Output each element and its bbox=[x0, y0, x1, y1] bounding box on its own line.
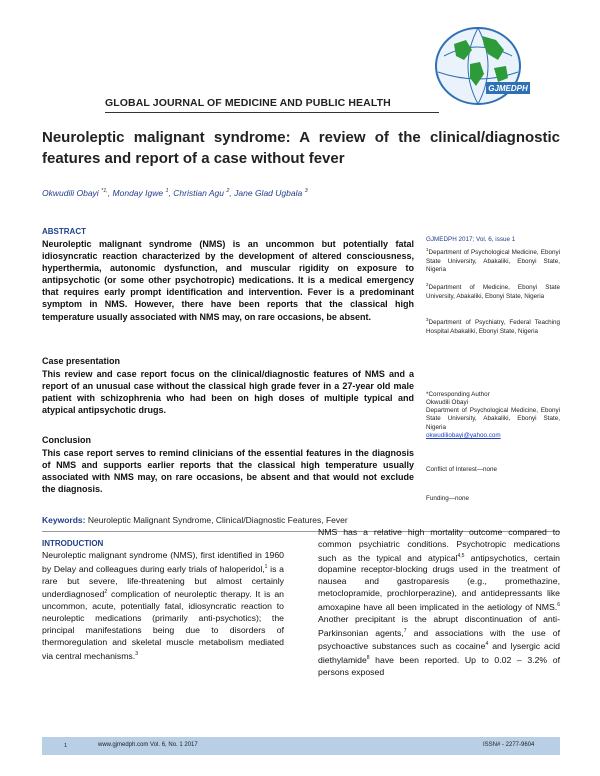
case-presentation-heading: Case presentation bbox=[42, 356, 121, 366]
conclusion-heading: Conclusion bbox=[42, 435, 91, 445]
keywords-label: Keywords: bbox=[42, 515, 86, 525]
logo-text: GJMEDPH bbox=[488, 84, 528, 93]
corresponding-author-affiliation: Department of Psychological Medicine, Ebonyi State University, Abakaliki, Ebonyi State, Nigeria bbox=[426, 407, 560, 431]
article-title: Neuroleptic malignant syndrome: A review of the clinical/diagnostic features and report of a case without fever bbox=[42, 129, 560, 167]
introduction-heading: INTRODUCTION bbox=[42, 539, 104, 548]
author-name: Jane Glad Ugbala bbox=[234, 188, 303, 198]
abstract-heading: ABSTRACT bbox=[42, 227, 86, 236]
footer-url[interactable]: www.gjmedph.com Vol. 6, No. 1 2017 bbox=[98, 742, 198, 748]
conflict-of-interest: Conflict of Interest—none bbox=[426, 466, 498, 473]
abstract-text: Neuroleptic malignant syndrome (NMS) is an uncommon but potentially fatal idiosyncratic reaction characterized by the development of altered consciousness, hyperthermia, autonomic dysfunction, and muscular rigidity on exposure to antipsychotic (or some other psychotropic) medications. It is a medical emergency that requires early prompt identification and intervention. Fever is a predominant symptom in NMS. However, there have been reports that the classical high temperature usually associated with NMS may, on rare occasions, be absent. bbox=[42, 239, 414, 322]
issue-info: GJMEDPH 2017; Vol. 6, issue 1 bbox=[426, 236, 516, 243]
header-divider bbox=[105, 112, 439, 113]
affiliation-3: $^3$Department of Psychiatry, Federal Teaching Hospital Abakaliki, Ebonyi State, Nigeria bbox=[426, 317, 560, 335]
intro-column-left: Neuroleptic malignant syndrome (NMS), first identified in 1960 by Delay and colleagues during early trials of haloperidol,$^1$ is a rare but severe, life-threatening but almost certainly underdiagnosed$^2$ complication of neuroleptic therapy. It is an uncommon, acute, potentially fatal, idiosyncratic reaction to neuroleptic medications (primarily anti-psychotics); the principal manifestations being due to disorders of thermoregulation and skeletal muscle metabolism mediated via central mechanisms.$^3$ bbox=[42, 550, 284, 661]
footer-issn: ISSN# - 2277-9604 bbox=[483, 742, 535, 748]
keywords bbox=[42, 515, 348, 525]
conclusion-text: This case report serves to remind clinicians of the essential features in the diagnosis of NMS and supports earlier reports that the classical high temperature usually associated with NMS may, on rare occasions, be absent and that would not exclude the diagnosis. bbox=[42, 448, 414, 495]
corresponding-author-name: Okwudili Obayi bbox=[426, 399, 468, 406]
author-name: Okwudili Obayi bbox=[42, 188, 99, 198]
author-name: Christian Agu bbox=[173, 188, 224, 198]
journal-logo bbox=[424, 20, 532, 116]
keywords-text: Neuroleptic Malignant Syndrome, Clinical/Diagnostic Features, Fever bbox=[87, 515, 348, 525]
affiliation-1: $^1$Department of Psychological Medicine, Ebonyi State University, Abakaliki, Ebonyi State, Nigeria bbox=[426, 247, 560, 273]
affiliation-2: $^2$Department of Medicine, Ebonyi State University, Abakaliki, Ebonyi State, Nigeria bbox=[426, 282, 560, 300]
author-name: Monday Igwe bbox=[112, 188, 164, 198]
author-list: Okwudili Obayi $^{*1,}$, Monday Igwe $^1$, Christian Agu $^2$, Jane Glad Ugbala $^3$ bbox=[42, 188, 308, 198]
case-presentation-text: This review and case report focus on the clinical/diagnostic features of NMS and a report of an unusual case without the classical high grade fever in a 27-year old male patient with schizophrenia who had been on high doses of multiple typical and atypical antipsychotic drugs. bbox=[42, 369, 414, 416]
intro-column-right: NMS has a relative high mortality outcome compared to common psychiatric conditions. Psychotropic medications such as the typical and atypical$^{4,5}$ antipsychotics, certain dopamine receptor-blocking drugs used in the treatment of nausea and gastroparesis (e.g., promethazine, metoclopramide, prochlorperazine), and antidepressants like amoxapine have all been implicated in the aetiology of NMS.$^6$ Another precipitant is the abrupt discontinuation of anti-Parkinsonian agents,$^7$ and associations with the use of psychoactive substances such as cocaine$^4$ and lysergic acid diethylamide$^8$ have been reported. Up to 0.02 – 3.2% of persons exposed bbox=[318, 527, 560, 677]
funding: Funding—none bbox=[426, 495, 470, 502]
globe-logo-icon bbox=[424, 20, 532, 116]
corresponding-author-email[interactable]: okwudiliobayi@yahoo.com bbox=[426, 432, 501, 439]
journal-name: GLOBAL JOURNAL OF MEDICINE AND PUBLIC HEALTH bbox=[105, 97, 391, 109]
page-number: 1 bbox=[64, 743, 68, 749]
corresponding-author-label: *Corresponding Author bbox=[426, 391, 490, 398]
